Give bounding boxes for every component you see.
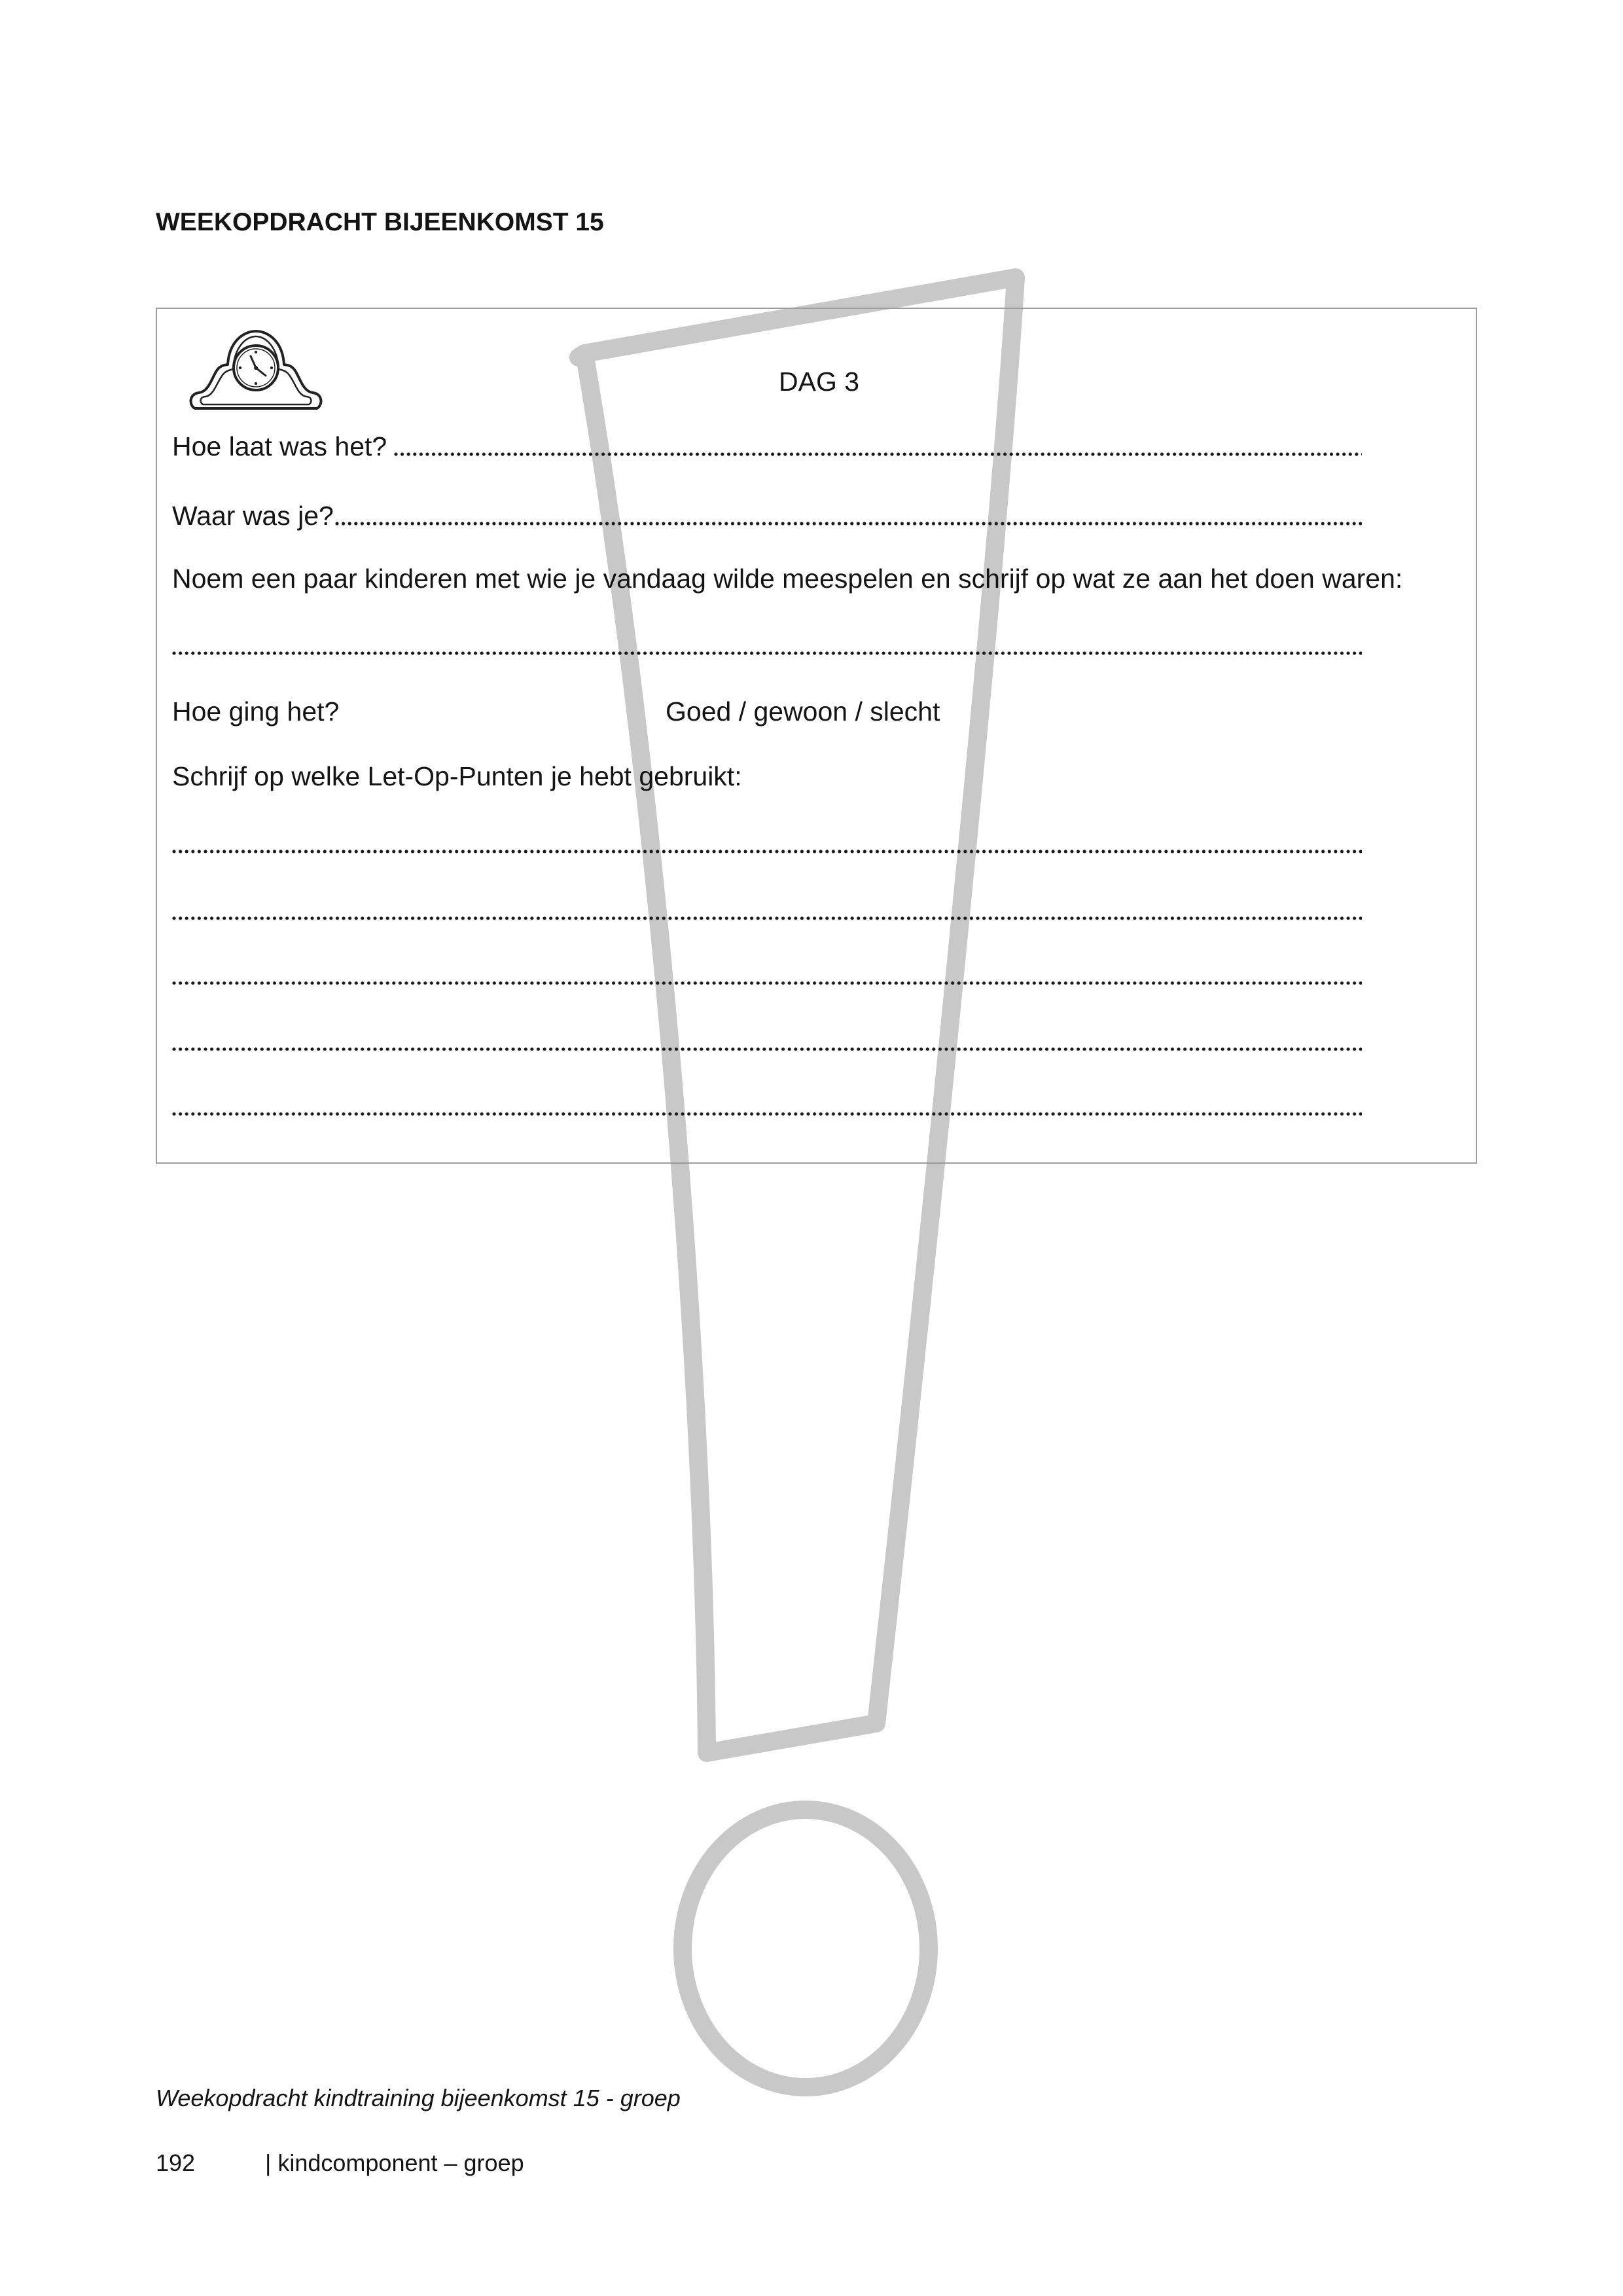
exclamation-dot [683,1810,929,2087]
answer-line-row [172,959,1362,992]
day-label: DAG 3 [779,367,860,397]
answer-line [172,981,1362,985]
question-time-label: Hoe laat was het? [172,431,387,461]
question-points-label: Schrijf op welke Let-Op-Punten je hebt gebruikt: [172,761,742,791]
answer-line [172,916,1362,920]
clock-icon [187,327,325,412]
answer-line-row [172,827,1362,860]
question-children-row [172,562,1468,595]
answer-line [335,522,1362,526]
answer-line [172,651,1362,655]
answer-line-row [172,1090,1362,1122]
answer-line-row [172,629,1362,662]
question-how-label: Hoe ging het? [172,696,340,726]
answer-line-row [172,1025,1362,1058]
answer-line [394,452,1362,456]
page-number: 192 [156,2149,196,2176]
answer-line-row [172,894,1362,927]
footer-caption: Weekopdracht kindtraining bijeenkomst 15 - groep [156,2085,681,2111]
how-options: Goed / gewoon / slecht [666,696,940,726]
section-label: | kindcomponent – groep [265,2149,524,2176]
question-points-row [172,760,1468,793]
question-place-label: Waar was je? [172,501,334,531]
answer-line [172,850,1362,853]
answer-line [172,1047,1362,1051]
question-time-row [172,430,1362,463]
question-children-label: Noem een paar kinderen met wie je vandaag wilde meespelen en schrijf op wat ze aan het doen waren: [172,564,1403,594]
question-place-row [172,499,1362,532]
answer-line [172,1112,1362,1116]
page-title: WEEKOPDRACHT BIJEENKOMST 15 [156,208,604,236]
